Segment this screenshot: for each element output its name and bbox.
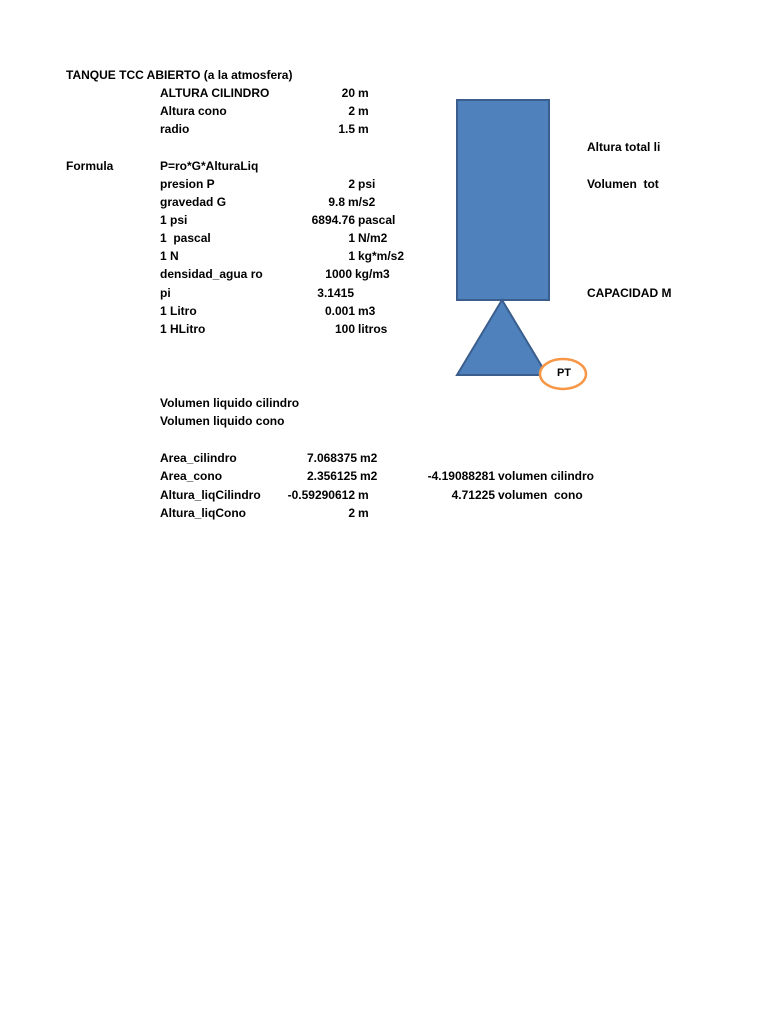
row-label-psi: 1 psi xyxy=(160,213,188,227)
tank-cone xyxy=(457,300,547,375)
volumen-liquido-cilindro: Volumen liquido cilindro xyxy=(160,396,300,410)
pt-label: PT xyxy=(556,367,572,379)
param-value-altura-cilindro: 20 xyxy=(341,86,355,100)
row-value-densidad: 1000 xyxy=(325,267,352,281)
param-unit-altura-cono: m xyxy=(358,104,369,118)
label-volumen-total: Volumen tot xyxy=(587,177,659,191)
side-label-volumen-cono: volumen cono xyxy=(498,488,583,502)
row-value-gravedad: 9.8 xyxy=(328,195,345,209)
row-value-pascal: 1 xyxy=(348,231,355,245)
result-label-altura-liq-cono: Altura_liqCono xyxy=(160,506,246,520)
result-unit-area-cono: m2 xyxy=(360,469,378,483)
param-label-altura-cilindro: ALTURA CILINDRO xyxy=(160,86,270,100)
row-label-pi: pi xyxy=(160,286,171,300)
result-value-altura-liq-cono: 2 xyxy=(348,506,355,520)
row-label-newton: 1 N xyxy=(160,249,179,263)
row-value-newton: 1 xyxy=(348,249,355,263)
page-title: TANQUE TCC ABIERTO (a la atmosfera) xyxy=(66,68,293,82)
row-value-presion: 2 xyxy=(348,177,355,191)
param-label-radio: radio xyxy=(160,122,190,136)
row-value-pi: 3.1415 xyxy=(317,286,354,300)
side-label-volumen-cilindro: volumen cilindro xyxy=(498,469,595,483)
label-altura-total: Altura total li xyxy=(587,140,661,154)
result-label-area-cilindro: Area_cilindro xyxy=(160,451,237,465)
formula-label: Formula xyxy=(66,159,114,173)
volumen-liquido-cono: Volumen liquido cono xyxy=(160,414,285,428)
result-unit-area-cilindro: m2 xyxy=(360,451,378,465)
result-value-altura-liq-cilindro: -0.59290612 xyxy=(287,488,355,502)
side-value-volumen-cilindro: -4.19088281 xyxy=(427,469,495,483)
result-label-altura-liq-cilindro: Altura_liqCilindro xyxy=(160,488,261,502)
side-value-volumen-cono: 4.71225 xyxy=(451,488,495,502)
row-value-psi: 6894.76 xyxy=(311,213,355,227)
result-value-area-cono: 2.356125 xyxy=(306,469,357,483)
row-label-presion: presion P xyxy=(160,177,215,191)
result-label-area-cono: Area_cono xyxy=(160,469,223,483)
result-value-area-cilindro: 7.068375 xyxy=(306,451,357,465)
tank-cylinder xyxy=(457,100,549,300)
row-label-gravedad: gravedad G xyxy=(160,195,227,209)
row-label-litro: 1 Litro xyxy=(160,304,197,318)
result-unit-altura-liq-cono: m xyxy=(358,506,369,520)
row-value-hlitro: 100 xyxy=(334,322,355,336)
row-label-hlitro: 1 HLitro xyxy=(160,322,206,336)
row-label-pascal: 1 pascal xyxy=(160,231,211,245)
row-label-densidad: densidad_agua ro xyxy=(160,267,263,281)
row-unit-litro: m3 xyxy=(358,304,376,318)
param-label-altura-cono: Altura cono xyxy=(160,104,227,118)
param-value-radio: 1.5 xyxy=(338,122,355,136)
row-unit-gravedad: m/s2 xyxy=(348,195,376,209)
row-value-litro: 0.001 xyxy=(324,304,355,318)
row-unit-pascal: N/m2 xyxy=(358,231,388,245)
tank-diagram xyxy=(450,95,595,395)
formula-expression: P=ro*G*AlturaLiq xyxy=(160,159,259,173)
param-unit-altura-cilindro: m xyxy=(358,86,369,100)
label-capacidad: CAPACIDAD M xyxy=(587,286,672,300)
row-unit-densidad: kg/m3 xyxy=(355,267,390,281)
row-unit-psi: pascal xyxy=(358,213,396,227)
param-unit-radio: m xyxy=(358,122,369,136)
row-unit-presion: psi xyxy=(358,177,376,191)
param-value-altura-cono: 2 xyxy=(348,104,355,118)
row-unit-newton: kg*m/s2 xyxy=(358,249,405,263)
result-unit-altura-liq-cilindro: m xyxy=(358,488,369,502)
row-unit-hlitro: litros xyxy=(358,322,388,336)
